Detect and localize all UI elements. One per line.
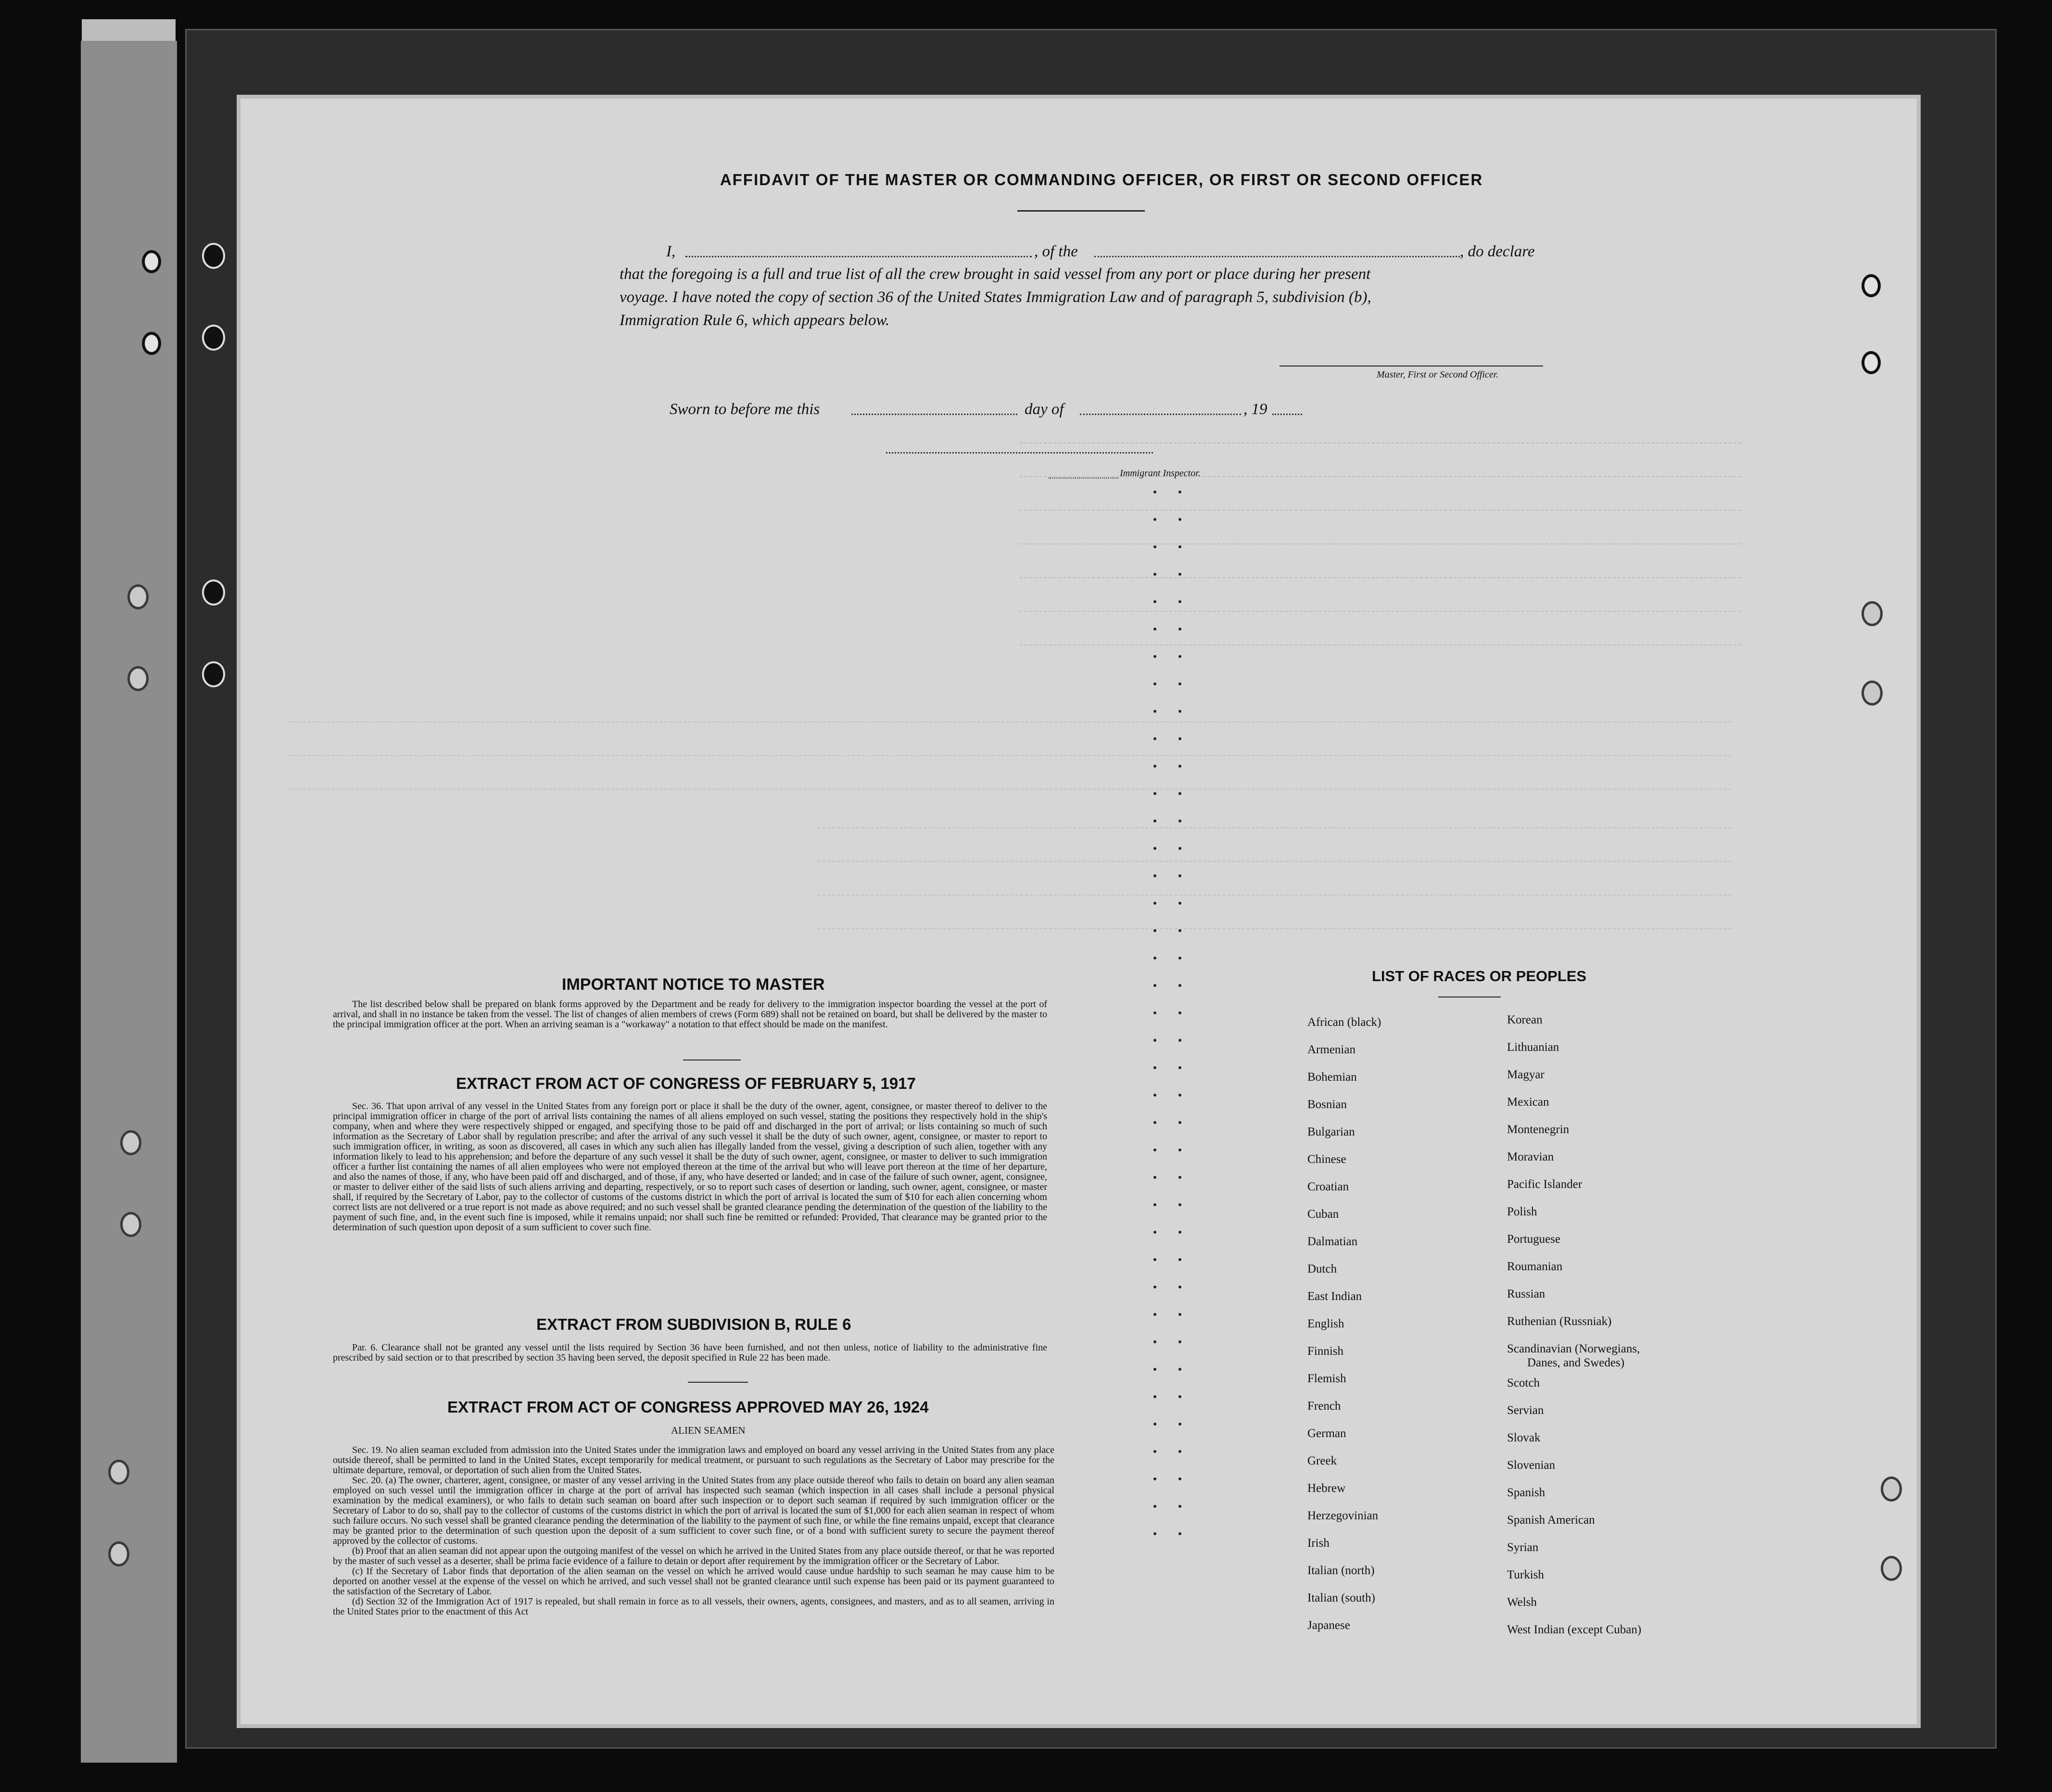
act1924-sec20a: Sec. 20. (a) The owner, charterer, agent, consignee, or master of any vessel arriving in the United States from any place outside thereof who fails to detain on board any alien seaman employed on such vessel until the immigration officer in charge at the port of arrival has inspected such seaman (which inspection in all cases shall include a personal physical examination by the medical examiners), or who fails to detain such seaman on board after such inspection or to deport such seaman if required by such immigration officer or the Secretary of Labor to do so, shall pay to the collector of customs of the customs district in which the port of arrival is located the sum of $1,000 for each alien seaman in respect of whom such failure occurs. No such vessel shall be granted clearance pending the determination of the liability to the payment of such fine, or while the fine remains unpaid, except that clearance may be granted prior to the determination of such question upon the deposit of a sum sufficient to cover such fine, or of a bond with sufficient surety to secure the payment thereof approved by the collector of customs. [333,1475,1054,1546]
act1924-sec20c: (c) If the Secretary of Labor finds that deportation of the alien seaman on the vessel on which he arrived would cause undue hardship to such seaman he may cause him to be deported on another vessel at the expense of the vessel on which he arrived, and such vessel shall not be granted clearance until such expense has been paid or its payment guaranteed to the satisfaction of the Secretary of Labor. [333,1566,1054,1597]
race-item: Syrian [1507,1541,1539,1554]
bleed-through [1020,510,1741,511]
column-dot [1178,545,1181,548]
column-dot [1153,765,1156,768]
race-item: Italian (south) [1307,1591,1375,1604]
column-dot [1153,628,1156,631]
column-dot [1178,1340,1181,1343]
race-item: Pacific Islander [1507,1178,1583,1191]
column-dot [1153,902,1156,905]
column-dot [1153,792,1156,795]
race-item: Flemish [1307,1372,1346,1385]
race-item: Herzegovinian [1307,1509,1379,1522]
binder-hole [202,243,225,269]
sworn-month-field[interactable] [1080,414,1241,415]
sworn-day-of: day of [1025,401,1064,418]
race-item: Russian [1507,1287,1545,1300]
column-dot [1153,1039,1156,1042]
race-item: English [1307,1317,1344,1330]
column-dot [1178,628,1181,631]
column-dot [1178,902,1181,905]
column-dot [1178,1477,1181,1480]
binder-strip [81,41,177,1763]
race-item: Croatian [1307,1180,1349,1193]
race-item: Polish [1507,1205,1537,1218]
binder-hole [127,584,149,609]
column-dot [1178,929,1181,932]
act1924-sec20b: (b) Proof that an alien seaman did not appear upon the outgoing manifest of the vessel on which he arrived in the United States from any place outside thereof, or that he was reported by the master of such vessel as a deserter, shall be prima facie evidence of a failure to detain or deport after requirement by the immigration officer or the Secretary of Labor. [333,1546,1054,1566]
race-item: Turkish [1507,1568,1544,1581]
column-dot [1178,792,1181,795]
bleed-through [818,827,1732,828]
column-dot [1178,1094,1181,1097]
race-item: Servian [1507,1404,1544,1417]
column-dot [1178,1286,1181,1288]
inspector-label: Immigrant Inspector. [1120,468,1201,479]
column-dot [1178,1313,1181,1316]
column-dot [1178,1121,1181,1124]
column-dot [1178,1231,1181,1234]
race-item: Dutch [1307,1262,1337,1275]
binder-hole [1881,1477,1902,1502]
race-item: Magyar [1507,1068,1545,1081]
column-dot [1153,1176,1156,1179]
binder-hole [120,1130,141,1155]
act1924-sec19: Sec. 19. No alien seaman excluded from admission into the United States under the immigration laws and employed on board any vessel arriving in the United States from any place outside thereof, shall be permitted to land in the United States, except temporarily for medical treatment, or pursuant to such regulations as the Secretary of Labor may prescribe for the ultimate departure, removal, or deportation of such alien from the United States. [333,1445,1054,1476]
bleed-through [1020,577,1741,578]
bleed-through [818,928,1732,929]
race-item: French [1307,1400,1341,1413]
column-dot [1153,1066,1156,1069]
bleed-through [818,895,1732,896]
column-dot [1178,737,1181,740]
race-item: Spanish American [1507,1514,1595,1527]
race-item: Korean [1507,1013,1543,1026]
affidavit-line4: Immigration Rule 6, which appears below. [620,312,890,329]
inspector-prefix-line [1049,478,1118,479]
column-dot [1178,957,1181,959]
name-field[interactable] [685,256,1032,257]
act1924-title: EXTRACT FROM ACT OF CONGRESS APPROVED MAY 26, 1924 [447,1398,929,1416]
column-dot [1153,655,1156,658]
affidavit-title: AFFIDAVIT OF THE MASTER OR COMMANDING OFFICER, OR FIRST OR SECOND OFFICER [720,171,1483,189]
race-item: Finnish [1307,1345,1344,1358]
race-item: Italian (north) [1307,1564,1375,1577]
column-dot [1178,1532,1181,1535]
race-item: Irish [1307,1537,1330,1550]
column-dot [1153,1340,1156,1343]
column-dot [1153,1368,1156,1371]
column-dot [1178,655,1181,658]
affidavit-line1-end: , do declare [1460,243,1535,260]
column-dot [1153,710,1156,713]
binder-hole [1862,274,1881,297]
binder-hole [202,325,225,351]
affidavit-line2: that the foregoing is a full and true list of all the crew brought in said vessel from any port or place during her present [620,265,1371,283]
column-dot [1178,600,1181,603]
race-item: Portuguese [1507,1233,1561,1246]
act1917-title: EXTRACT FROM ACT OF CONGRESS OF FEBRUARY 5, 1917 [456,1074,916,1092]
column-dot [1153,1121,1156,1124]
race-item: Japanese [1307,1619,1350,1632]
column-dot [1153,820,1156,822]
column-dot [1178,1039,1181,1042]
race-item: Armenian [1307,1043,1355,1056]
race-item: Dalmatian [1307,1235,1358,1248]
column-dot [1178,682,1181,685]
race-item: Danes, and Swedes) [1527,1356,1625,1369]
column-dot [1153,737,1156,740]
column-dot [1153,957,1156,959]
column-dot [1178,710,1181,713]
rule6-paragraph: Par. 6. Clearance shall not be granted any vessel until the lists required by Section 36 have been furnished, and not then unless, notice of liability to the administrative fine prescribed by said section or to that prescribed by section 35 having been served, the deposit specified in Rule 22 has been made. [333,1342,1047,1363]
binder-hole [108,1541,129,1566]
races-title: LIST OF RACES OR PEOPLES [1372,968,1587,984]
binder-hole [108,1460,129,1485]
column-dot [1153,1286,1156,1288]
column-dot [1153,1011,1156,1014]
column-dot [1178,1148,1181,1151]
column-dot [1153,929,1156,932]
column-dot [1153,1231,1156,1234]
column-dot [1153,1313,1156,1316]
notice-body [333,999,1047,1030]
binder-hole [127,666,149,691]
column-dot [1178,573,1181,576]
column-dot [1153,1203,1156,1206]
title-rule [1017,210,1145,212]
race-item: African (black) [1307,1016,1381,1029]
column-dot [1178,1395,1181,1398]
column-dot [1178,1368,1181,1371]
column-dot [1153,1532,1156,1535]
column-dot [1178,874,1181,877]
column-dot [1178,847,1181,850]
column-dot [1178,1066,1181,1069]
bleed-through [1020,611,1741,612]
act1924-body [333,1445,1054,1617]
bleed-through [818,861,1732,862]
column-dot [1178,1450,1181,1453]
race-item: Slovak [1507,1431,1541,1444]
binder-hole [202,580,225,606]
column-dot [1153,682,1156,685]
race-item: Moravian [1507,1150,1554,1163]
race-item: Montenegrin [1507,1123,1570,1136]
column-dot [1178,820,1181,822]
act1917-paragraph: Sec. 36. That upon arrival of any vessel in the United States from any foreign port or place it shall be the duty of the owner, agent, consignee, or master thereof to deliver to the principal immigration officer in charge of the port of arrival lists containing the names of all aliens employed on such vessel, stating the positions they respectively hold in the ship's company, when and where they were respectively shipped or engaged, and specifying those to be paid off and discharged in the port of arrival; or lists containing so much of such information as the Secretary of Labor shall by regulation prescribe; and after the arrival of any such vessel it shall be the duty of such owner, agent, consignee, or master to report to such immigration officer, in writing, as soon as discovered, all cases in which any such alien has illegally landed from the vessel, giving a description of such alien, together with any information likely to lead to his apprehension; and before the departure of any such vessel it shall be the duty of such owner, agent, consignee, or master to deliver to such immigration officer a further list containing the names of all alien employees who were not employed thereon at the time of the arrival but who will leave port thereon at the time of her departure, and also the names of those, if any, who have been paid off and discharged, and of those, if any, who have deserted or landed; and in case of the failure of such owner, agent, consignee, or master to deliver either of the said lists of such aliens arriving and departing, respectively, or so to report such cases of desertion or landing, such owner, agent, consignee, or master shall, if required by the Secretary of Labor, pay to the collector of customs of the customs district in which the port of arrival is located the sum of $10 for each alien concerning whom correct lists are not delivered or a true report is not made as above required; and no such vessel shall be granted clearance pending the determination of the question of the liability to the payment of such fine, and, in the event such fine is imposed, while it remains unpaid; nor shall such fine be remitted or refunded: Provided, That clearance may be granted prior to the determination of such question upon deposit of a sum sufficient to cover such fine. [333,1101,1047,1233]
column-dot [1153,1094,1156,1097]
column-dot [1153,573,1156,576]
binder-hole [1862,351,1881,374]
column-dot [1178,518,1181,521]
column-dot [1178,1176,1181,1179]
signature-label: Master, First or Second Officer. [1377,369,1499,380]
race-item: Scandinavian (Norwegians, [1507,1342,1640,1355]
bleed-through [1020,543,1741,544]
vessel-field[interactable] [1094,256,1460,257]
binder-hole [1881,1556,1902,1581]
column-dot [1153,491,1156,493]
column-dot [1153,1395,1156,1398]
column-dot [1178,1505,1181,1508]
binder-hole [1862,601,1883,626]
column-dot [1153,1505,1156,1508]
binder-hole [202,661,225,687]
column-dot [1178,1423,1181,1426]
binder-hole [142,250,161,273]
bleed-through [289,721,1732,722]
column-dot [1153,1477,1156,1480]
rule6-body [333,1343,1047,1363]
race-item: Welsh [1507,1596,1537,1609]
column-dot [1178,984,1181,987]
act1917-body [333,1101,1047,1233]
column-dot [1153,1450,1156,1453]
column-dot [1153,600,1156,603]
act1924-sec20d: (d) Section 32 of the Immigration Act of 1917 is repealed, but shall remain in force as to all vessels, their owners, agents, consignees, and masters, and as to all seamen, arriving in the United States prior to the enactment of this Act [333,1596,1054,1617]
race-item: German [1307,1427,1346,1440]
race-item: Slovenian [1507,1459,1555,1472]
binder-hole [1862,681,1883,706]
race-item: Bulgarian [1307,1125,1355,1138]
notice-paragraph: The list described below shall be prepared on blank forms approved by the Department and be ready for delivery to the immigration inspector boarding the vessel at the port of arrival, and shall in no instance be taken from the vessel. The list of changes of alien members of crews (Form 689) shall not be retained on board, but shall be delivered by the master to the principal immigration officer at the port. When an arriving seaman is a "workaway" a notation to that effect should be made on the manifest. [333,999,1047,1030]
race-item: Ruthenian (Russniak) [1507,1315,1612,1328]
affidavit-line3: voyage. I have noted the copy of section 36 of the United States Immigration Law and of paragraph 5, subdivision (b), [620,289,1371,306]
sworn-date-field[interactable] [851,414,1017,415]
bleed-through [1020,442,1741,443]
race-item: Roumanian [1507,1260,1563,1273]
affidavit-line1-start: I, [666,243,676,260]
race-item: Cuban [1307,1208,1339,1221]
race-item: Lithuanian [1507,1041,1559,1054]
binder-hole [120,1212,141,1237]
sworn-text: Sworn to before me this [670,401,820,418]
column-dot [1153,984,1156,987]
bleed-through [289,789,1732,790]
race-item: Chinese [1307,1153,1346,1166]
race-item: Hebrew [1307,1482,1346,1495]
column-dot [1153,1148,1156,1151]
column-dot [1153,874,1156,877]
sworn-year-prefix: , 19 [1243,401,1267,418]
notice-title: IMPORTANT NOTICE TO MASTER [562,975,825,994]
race-item: East Indian [1307,1290,1362,1303]
race-item: Spanish [1507,1486,1545,1499]
race-item: Greek [1307,1454,1337,1467]
rule6-title: EXTRACT FROM SUBDIVISION B, RULE 6 [536,1315,851,1333]
race-item: West Indian (except Cuban) [1507,1623,1642,1636]
column-dot [1178,491,1181,493]
race-item: Bohemian [1307,1071,1357,1084]
column-dot [1178,1011,1181,1014]
inspector-signature-line[interactable] [886,452,1153,454]
bleed-through [1020,644,1741,645]
binder-hole [142,332,161,355]
affidavit-line1-mid: , of the [1034,243,1078,260]
column-dot [1153,518,1156,521]
act1924-subtitle: ALIEN SEAMEN [671,1425,746,1436]
sworn-year-field[interactable] [1272,414,1302,415]
race-item: Mexican [1507,1096,1549,1109]
column-dot [1178,1203,1181,1206]
column-dot [1178,765,1181,768]
column-dot [1178,1258,1181,1261]
column-dot [1153,847,1156,850]
column-dot [1153,1423,1156,1426]
race-item: Bosnian [1307,1098,1347,1111]
column-dot [1153,545,1156,548]
section-rule [688,1382,748,1383]
race-item: Scotch [1507,1376,1540,1389]
bleed-through [289,755,1732,756]
column-dot [1153,1258,1156,1261]
